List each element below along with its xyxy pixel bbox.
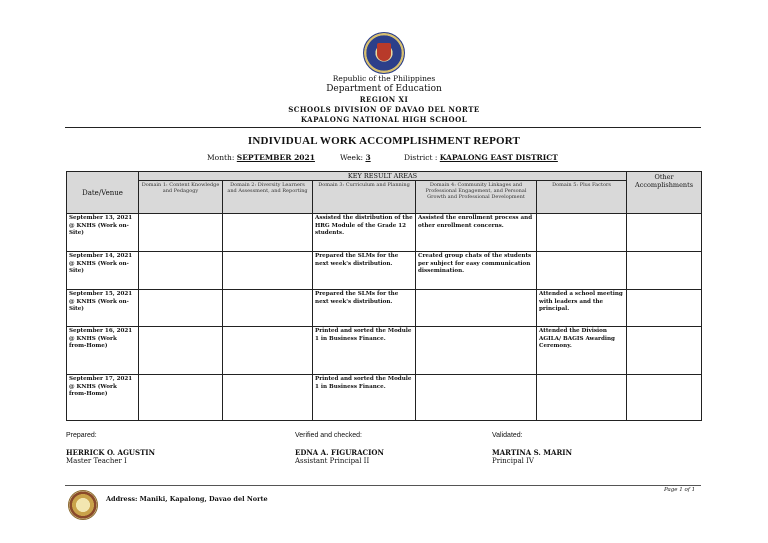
date-cell: September 15, 2021 @ KNHS (Work on-Site) <box>67 290 139 327</box>
domain-3-cell: Prepared the SLMs for the next week's distribution. <box>313 252 416 290</box>
header-republic: Republic of the Philippines <box>332 74 436 83</box>
header-department: Department of Education <box>326 84 442 94</box>
header-rule <box>65 127 701 128</box>
prepared-by-block <box>66 431 155 466</box>
week-label: Week: <box>340 153 364 162</box>
validated-by-block <box>492 431 572 466</box>
domain-1-cell <box>139 290 223 327</box>
month-label: Month: <box>207 153 235 162</box>
domain-5-cell <box>537 252 627 290</box>
prepared-name: HERRICK O. AGUSTIN <box>66 448 155 457</box>
domain-1-cell <box>139 375 223 421</box>
other-cell <box>627 214 702 252</box>
verified-name: EDNA A. FIGURACION <box>295 448 384 457</box>
domain-2-cell <box>223 327 313 375</box>
verified-label: Verified and checked: <box>295 432 362 439</box>
prepared-label: Prepared: <box>66 432 97 439</box>
domain-2-cell <box>223 252 313 290</box>
domain-4-cell <box>416 290 537 327</box>
other-cell <box>627 327 702 375</box>
week-value: 3 <box>365 153 371 162</box>
other-accomplishments-header: Other Accomplishments <box>627 172 702 214</box>
deped-seal-logo <box>363 32 405 74</box>
date-cell: September 13, 2021 @ KNHS (Work on-Site) <box>67 214 139 252</box>
domain-3-cell: Printed and sorted the Module 1 in Business Finance. <box>313 375 416 421</box>
district-value: KAPALONG EAST DISTRICT <box>439 153 558 162</box>
domain-5-cell: Attended a school meeting with leaders and the principal. <box>537 290 627 327</box>
domain-3-cell: Assisted the distribution of the HRG Module of the Grade 12 students. <box>313 214 416 252</box>
week-field <box>340 153 371 162</box>
domain-4-cell <box>416 327 537 375</box>
date-cell: September 17, 2021 @ KNHS (Work from-Home) <box>67 375 139 421</box>
domain-3-header: Domain 3: Curriculum and Planning <box>313 181 416 214</box>
domain-1-cell <box>139 214 223 252</box>
domain-4-cell <box>416 375 537 421</box>
domain-1-header: Domain 1: Content Knowledge and Pedagogy <box>139 181 223 214</box>
date-venue-header: Date/Venue <box>67 172 139 214</box>
report-title: INDIVIDUAL WORK ACCOMPLISHMENT REPORT <box>247 135 521 147</box>
domain-3-cell: Printed and sorted the Module 1 in Business Finance. <box>313 327 416 375</box>
other-cell <box>627 252 702 290</box>
month-value: SEPTEMBER 2021 <box>236 153 315 162</box>
domain-4-header: Domain 4: Community Linkages and Professional Engagement, and Personal Growth and Professional Development <box>416 181 537 214</box>
domain-2-header: Domain 2: Diversity Learners and Assessment, and Reporting <box>223 181 313 214</box>
domain-5-cell: Attended the Division AGILA/ BAGIS Awarding Ceremony. <box>537 327 627 375</box>
key-result-areas-header: KEY RESULT AREAS <box>139 172 627 181</box>
date-cell: September 14, 2021 @ KNHS (Work on-Site) <box>67 252 139 290</box>
other-cell <box>627 375 702 421</box>
validated-name: MARTINA S. MARIN <box>492 448 572 457</box>
other-cell <box>627 290 702 327</box>
domain-1-cell <box>139 327 223 375</box>
domain-2-cell <box>223 290 313 327</box>
domain-4-cell: Assisted the enrollment process and other enrollment concerns. <box>416 214 537 252</box>
date-cell: September 16, 2021 @ KNHS (Work from-Home) <box>67 327 139 375</box>
table-row <box>67 290 702 327</box>
prepared-title: Master Teacher I <box>66 457 127 465</box>
district-label: District : <box>404 153 438 162</box>
table-row <box>67 214 702 252</box>
domain-2-cell <box>223 214 313 252</box>
domain-3-cell: Prepared the SLMs for the next week's distribution. <box>313 290 416 327</box>
domain-5-header: Domain 5: Plus Factors <box>537 181 627 214</box>
accomplishment-table <box>66 171 702 421</box>
validated-label: Validated: <box>492 432 523 439</box>
domain-4-cell: Created group chats of the students per subject for easy communication dissemination. <box>416 252 537 290</box>
district-field <box>404 153 558 162</box>
header-division: SCHOOLS DIVISION OF DAVAO DEL NORTE <box>288 105 480 114</box>
table-row <box>67 252 702 290</box>
month-field <box>207 153 315 162</box>
page-number: Page 1 of 1 <box>664 487 696 493</box>
verified-by-block <box>295 431 384 466</box>
school-address: Address: Maniki, Kapalong, Davao del Norte <box>106 495 268 503</box>
verified-title: Assistant Principal II <box>295 457 370 465</box>
school-logo <box>68 490 98 520</box>
domain-5-cell <box>537 375 627 421</box>
header-region: REGION XI <box>359 95 409 104</box>
footer-rule <box>65 485 701 486</box>
domain-1-cell <box>139 252 223 290</box>
domain-5-cell <box>537 214 627 252</box>
seal-shield-icon <box>377 43 391 61</box>
header-school: KAPALONG NATIONAL HIGH SCHOOL <box>300 115 468 124</box>
validated-title: Principal IV <box>492 457 534 465</box>
table-row <box>67 375 702 421</box>
domain-2-cell <box>223 375 313 421</box>
table-row <box>67 327 702 375</box>
